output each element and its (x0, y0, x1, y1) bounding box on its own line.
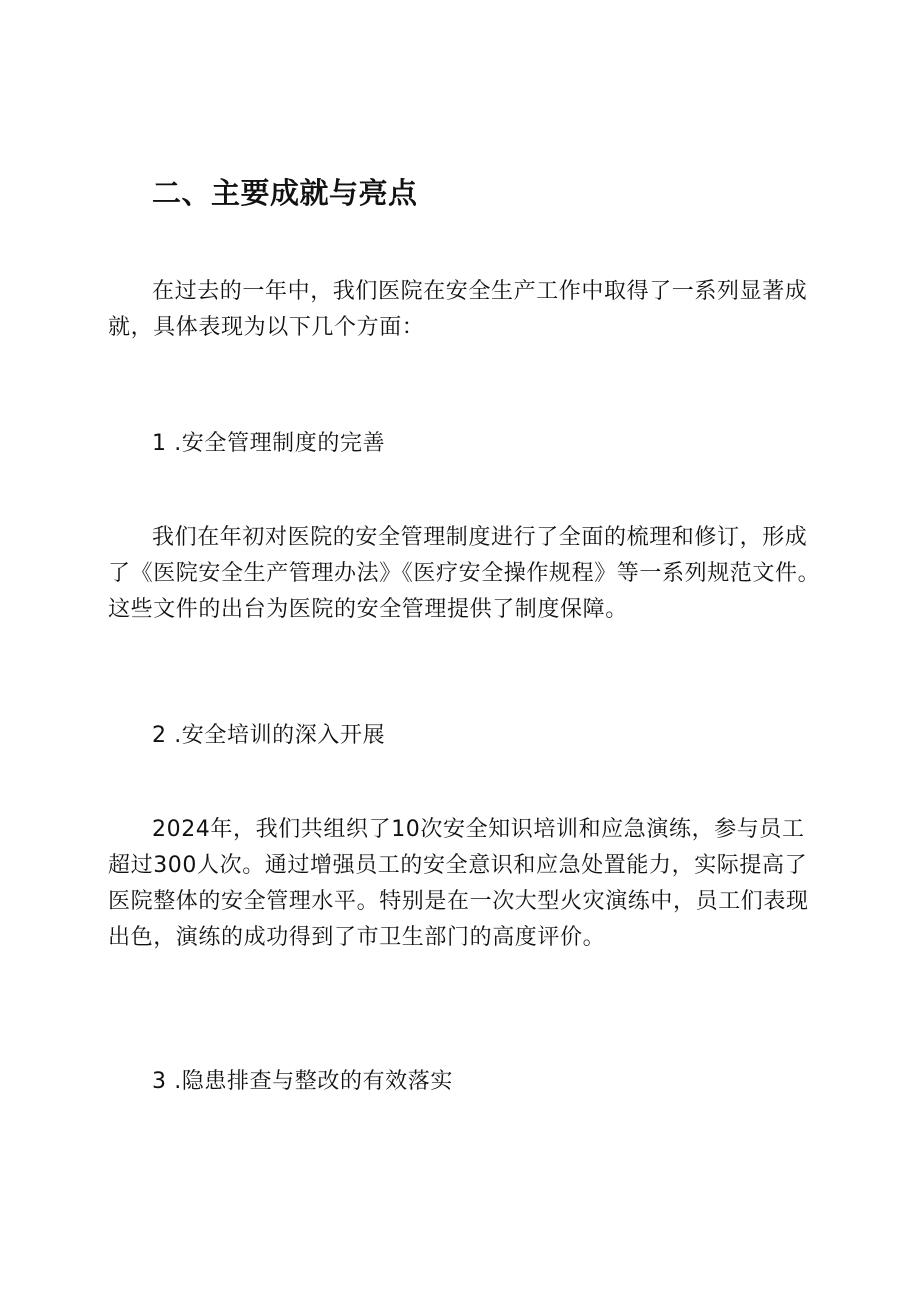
intro-paragraph (108, 274, 820, 346)
paragraph-line: 超过300人次。通过增强员工的安全意识和应急处置能力，实际提高了 (108, 853, 808, 878)
paragraph-line: 就，具体表现为以下几个方面： (108, 315, 425, 340)
paragraph-line: 了《医院安全生产管理办法》《医疗安全操作规程》等一系列规范文件。 (108, 561, 821, 586)
paragraph-line: 医院整体的安全管理水平。特别是在一次大型火灾演练中，员工们表现 (108, 889, 809, 914)
paragraph-line: 在过去的一年中，我们医院在安全生产工作中取得了一系列显著成 (152, 279, 808, 304)
paragraph-line: 出色，演练的成功得到了市卫生部门的高度评价。 (108, 925, 606, 950)
item-1-paragraph (108, 520, 820, 628)
item-1-title: 1 .安全管理制度的完善 (152, 431, 386, 456)
item-2-title: 2 .安全培训的深入开展 (152, 723, 386, 748)
paragraph-line: 2024年，我们共组织了10次安全知识培训和应急演练，参与员工 (152, 817, 805, 842)
paragraph-line: 我们在年初对医院的安全管理制度进行了全面的梳理和修订，形成 (152, 525, 808, 550)
section-heading: 二、主要成就与亮点 (152, 176, 418, 210)
paragraph-line: 这些文件的出台为医院的安全管理提供了制度保障。 (108, 597, 628, 622)
item-2-paragraph (108, 812, 820, 956)
item-3-title: 3 .隐患排查与整改的有效落实 (152, 1069, 453, 1094)
